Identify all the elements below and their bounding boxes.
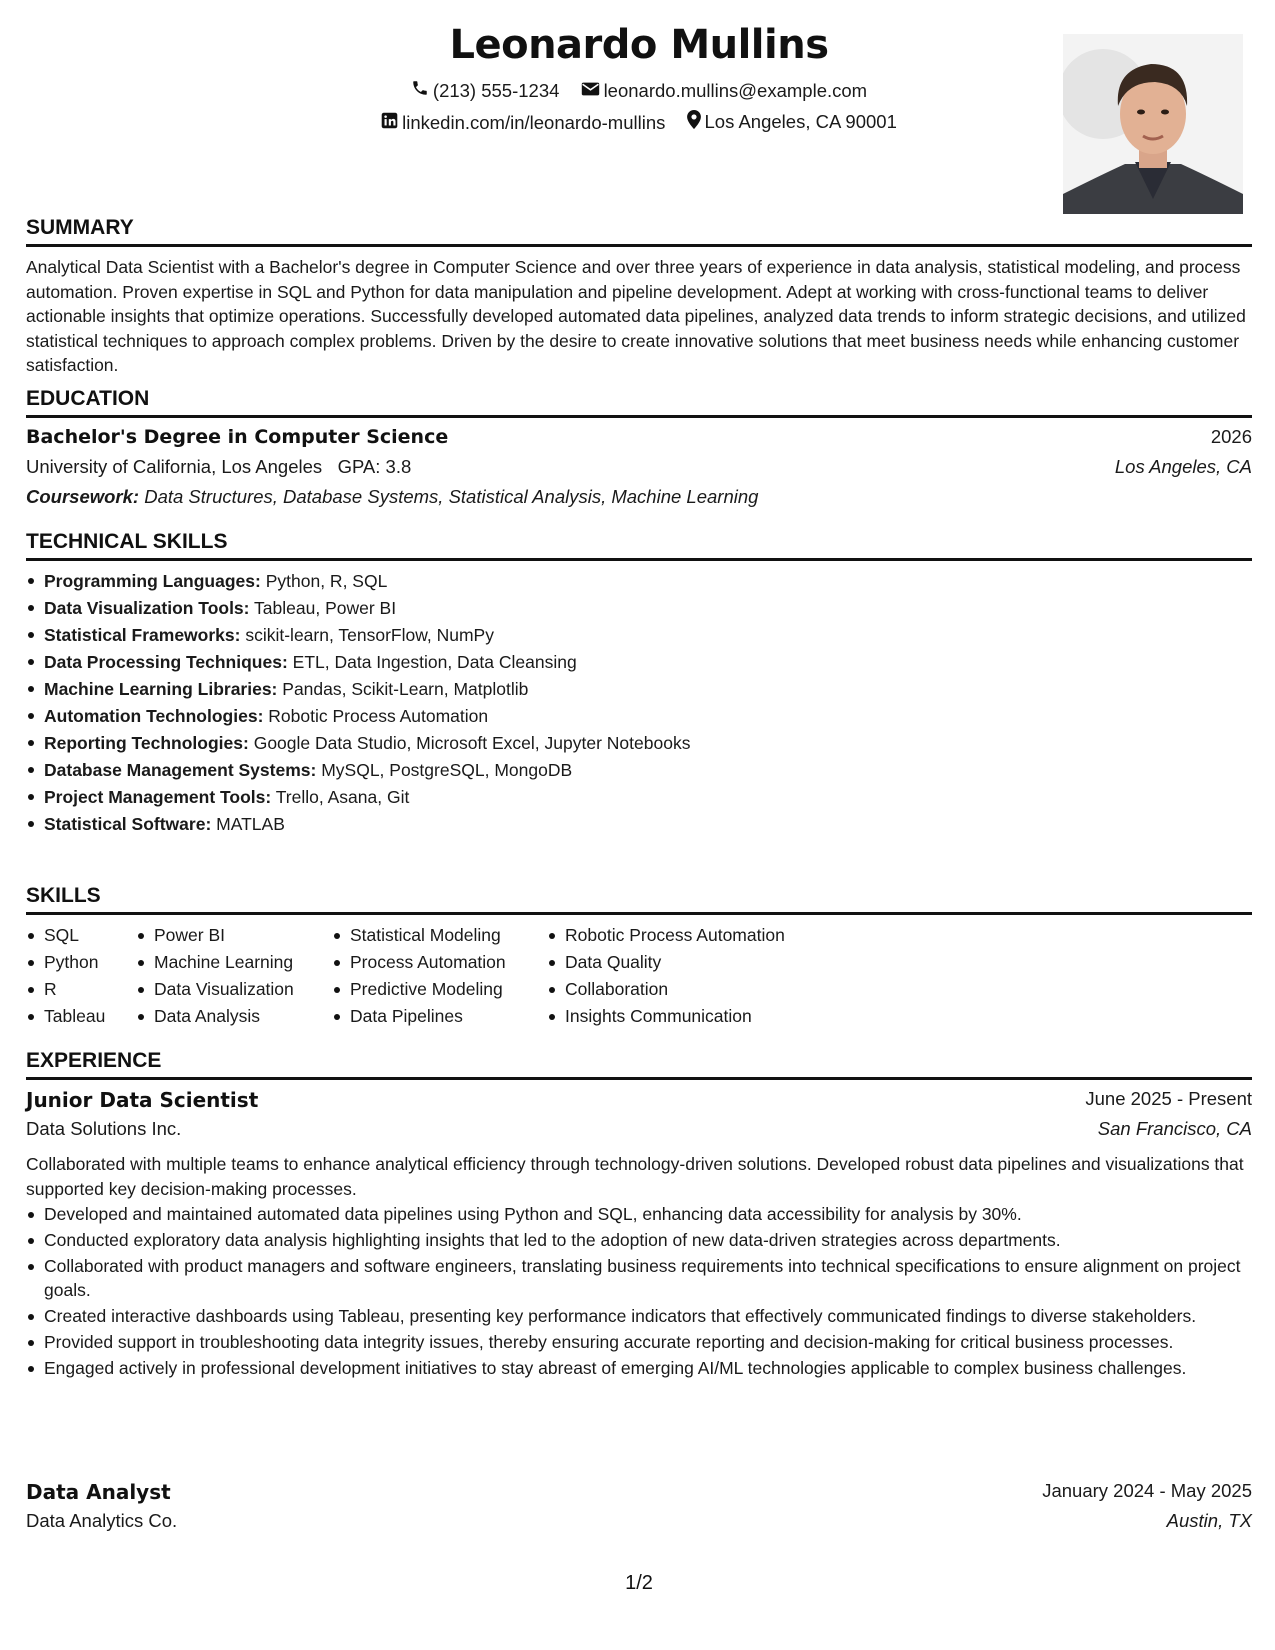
linkedin-icon [381,112,402,134]
school-line [26,456,411,478]
skills-column-1 [26,922,105,1030]
skill-item: Tableau [26,1003,105,1030]
tech-skill-item: Statistical Frameworks: scikit-learn, TensorFlow, NumPy [26,622,1252,649]
section-title-technical-skills: TECHNICAL SKILLS [26,530,1252,561]
linkedin-text: linkedin.com/in/leonardo-mullins [402,112,666,133]
job-bullet: Created interactive dashboards using Tableau, presenting key performance indicators that effectively communicated findings to diverse stakeholders. [26,1304,1252,1328]
graduation-year: 2026 [1210,426,1252,447]
education-degree-row [26,426,1252,454]
phone-icon [411,79,433,102]
skill-item: Data Quality [547,949,785,976]
job-bullet: Provided support in troubleshooting data integrity issues, thereby ensuring accurate reporting and decision-making for critical business processes. [26,1330,1252,1354]
section-title-summary: SUMMARY [26,216,1252,247]
page-number: 1/2 [625,1572,653,1594]
school-name: University of California, Los Angeles [26,456,323,477]
coursework-list: Data Structures, Database Systems, Statistical Analysis, Machine Learning [144,486,759,507]
coursework-row [26,486,1252,514]
skill-item: Process Automation [332,949,506,976]
job-bullet: Collaborated with product managers and software engineers, translating business requirements into technical specifications to ensure alignment on project goals. [26,1254,1252,1302]
job-bullet: Engaged actively in professional development initiatives to stay abreast of emerging AI/ML technologies applicable to complex business challenges. [26,1356,1252,1380]
resume-page [26,0,1252,1650]
skill-item: Python [26,949,105,976]
phone-text: (213) 555-1234 [432,79,560,101]
job-title-row [26,1480,1252,1508]
summary-text: Analytical Data Scientist with a Bachelor's degree in Computer Science and over three years of experience in data analysis, statistical modeling, and process automation. Proven expertise in SQL and Python for data manipulation and pipeline development. Adept at working with cross-functional teams to deliver actionable insights that optimize operations. Successfully developed automated data pipelines, analyzed data trends to inform strategic decisions, and utilized statistical techniques to approach complex problems. Driven by the desire to create innovative solutions that meet business needs while enhancing customer satisfaction. [26,257,1246,375]
skill-item: Power BI [136,922,294,949]
phone-contact[interactable] [411,79,560,102]
skills-column-2 [136,922,294,1030]
job-title: Junior Data Scientist [26,1088,259,1112]
skills-column-4 [547,922,785,1030]
tech-skill-item: Database Management Systems: MySQL, PostgreSQL, MongoDB [26,757,1252,784]
skill-item: Collaboration [547,976,785,1003]
envelope-icon [581,80,604,102]
job-company-row [26,1118,1252,1146]
degree-name: Bachelor's Degree in Computer Science [26,426,449,448]
job-dates: June 2025 - Present [1085,1088,1252,1109]
job-dates: January 2024 - May 2025 [1042,1480,1252,1501]
section-title-skills: SKILLS [26,884,1252,915]
tech-skill-item: Machine Learning Libraries: Pandas, Scikit-Learn, Matplotlib [26,676,1252,703]
job-bullets [26,1202,1252,1382]
skill-item: Insights Communication [547,1003,785,1030]
job-location: Austin, TX [1166,1510,1252,1531]
candidate-name: Leonardo Mullins [449,22,829,68]
tech-skill-item: Project Management Tools: Trello, Asana, Git [26,784,1252,811]
skill-item: Data Pipelines [332,1003,506,1030]
job-title-row [26,1088,1252,1116]
profile-photo [1063,34,1243,214]
coursework-line [26,486,758,508]
school-location: Los Angeles, CA [1114,456,1252,477]
email-text: leonardo.mullins@example.com [603,80,868,101]
job-summary: Collaborated with multiple teams to enhance analytical efficiency through technology-driven solutions. Developed robust data pipelines and visualizations that supported key decision-making processes. [26,1154,1244,1199]
location-contact [687,110,897,134]
job-location: San Francisco, CA [1097,1118,1252,1139]
skill-item: Machine Learning [136,949,294,976]
location-text: Los Angeles, CA 90001 [704,111,897,132]
tech-skill-item: Data Visualization Tools: Tableau, Power BI [26,595,1252,622]
job-company-row [26,1510,1252,1538]
job-company: Data Solutions Inc. [26,1118,182,1139]
job-company: Data Analytics Co. [26,1510,178,1531]
technical-skills-list [26,568,1252,838]
skill-item: R [26,976,105,1003]
skill-item: Data Visualization [136,976,294,1003]
tech-skill-item: Reporting Technologies: Google Data Studio, Microsoft Excel, Jupyter Notebooks [26,730,1252,757]
map-pin-icon [687,110,705,134]
tech-skill-item: Statistical Software: MATLAB [26,811,1252,838]
section-title-experience: EXPERIENCE [26,1049,1252,1080]
tech-skill-item: Programming Languages: Python, R, SQL [26,568,1252,595]
skill-item: Statistical Modeling [332,922,506,949]
resume-header [26,22,1252,212]
skill-item: Predictive Modeling [332,976,506,1003]
linkedin-contact[interactable] [381,112,665,134]
job-bullet: Developed and maintained automated data pipelines using Python and SQL, enhancing data accessibility for analysis by 30%. [26,1202,1252,1226]
coursework-label: Coursework: [26,486,140,507]
job-title: Data Analyst [26,1480,171,1504]
email-contact[interactable] [581,80,868,102]
job-bullet: Conducted exploratory data analysis highlighting insights that led to the adoption of new data-driven strategies across departments. [26,1228,1252,1252]
skill-item: Data Analysis [136,1003,294,1030]
tech-skill-item: Data Processing Techniques: ETL, Data Ingestion, Data Cleansing [26,649,1252,676]
skills-column-3 [332,922,506,1030]
skill-item: SQL [26,922,105,949]
section-title-education: EDUCATION [26,387,1252,418]
gpa: GPA: 3.8 [337,456,412,477]
education-school-row [26,456,1252,484]
skill-item: Robotic Process Automation [547,922,785,949]
tech-skill-item: Automation Technologies: Robotic Process Automation [26,703,1252,730]
